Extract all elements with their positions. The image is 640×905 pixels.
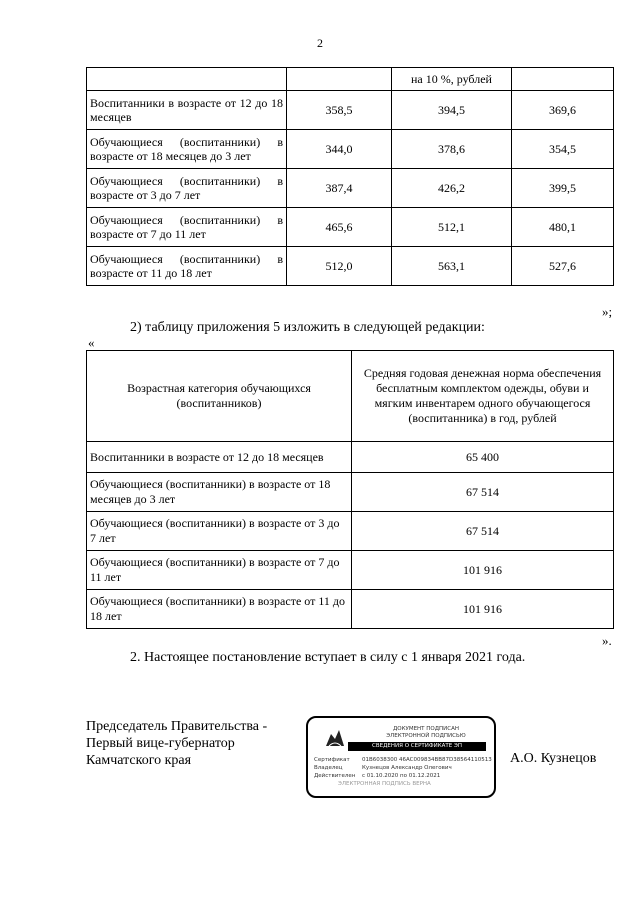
row-value: 465,6 xyxy=(287,208,392,247)
header-cell xyxy=(512,68,614,91)
stamp-heading-line: ДОКУМЕНТ ПОДПИСАН xyxy=(392,726,460,732)
table-header-row xyxy=(87,68,614,91)
row-value: 394,5 xyxy=(392,91,512,130)
row-value: 527,6 xyxy=(512,247,614,286)
row-value: 101 916 xyxy=(352,551,614,590)
row-label: Воспитанники в возрасте от 12 до 18 месяцев xyxy=(87,91,287,130)
closing-quote: ». xyxy=(602,633,612,648)
row-label: Обучающиеся (воспитанники) в возрасте от 7 до 11 лет xyxy=(87,551,352,590)
clothing-norm-table xyxy=(86,350,614,629)
row-value: 378,6 xyxy=(392,130,512,169)
signatory-title xyxy=(86,718,267,769)
effective-date-paragraph: 2. Настоящее постановление вступает в силу с 1 января 2021 года. xyxy=(130,650,526,665)
stamp-row-key: Сертификат xyxy=(314,757,350,763)
stamp-row-key: Действителен xyxy=(314,773,356,779)
table-row xyxy=(87,473,614,512)
page-number: 2 xyxy=(317,36,323,50)
table-row xyxy=(87,91,614,130)
header-cell: на 10 %, рублей xyxy=(392,68,512,91)
row-label: Обучающиеся (воспитанники) в возрасте от 11 до 18 лет xyxy=(87,590,352,629)
row-value: 512,1 xyxy=(392,208,512,247)
row-value: 563,1 xyxy=(392,247,512,286)
electronic-signature-stamp xyxy=(306,716,496,798)
row-label: Обучающиеся (воспитанники) в возрасте от 18 месяцев до 3 лет xyxy=(87,473,352,512)
row-value: 399,5 xyxy=(512,169,614,208)
table-row xyxy=(87,442,614,473)
row-value: 101 916 xyxy=(352,590,614,629)
row-value: 426,2 xyxy=(392,169,512,208)
row-label: Обучающиеся (воспитанники) в возрасте от 3 до 7 лет xyxy=(87,169,287,208)
row-label: Обучающиеся (воспитанники) в возрасте от 3 до 7 лет xyxy=(87,512,352,551)
row-value: 354,5 xyxy=(512,130,614,169)
table-row xyxy=(87,208,614,247)
table-row xyxy=(87,590,614,629)
stamp-footer: ЭЛЕКТРОННАЯ ПОДПИСЬ ВЕРНА xyxy=(338,781,431,787)
row-value: 387,4 xyxy=(287,169,392,208)
coat-of-arms-icon xyxy=(324,726,346,748)
stamp-row-value: с 01.10.2020 по 01.12.2021 xyxy=(362,773,441,779)
row-value: 512,0 xyxy=(287,247,392,286)
stamp-heading xyxy=(366,726,486,740)
row-value: 67 514 xyxy=(352,512,614,551)
signatory-name: А.О. Кузнецов xyxy=(510,751,597,766)
stamp-heading-line: ЭЛЕКТРОННОЙ ПОДПИСЬЮ xyxy=(386,733,466,739)
stamp-certificate-bar: СВЕДЕНИЯ О СЕРТИФИКАТЕ ЭП xyxy=(348,742,486,751)
table-row xyxy=(87,130,614,169)
row-value: 67 514 xyxy=(352,473,614,512)
stamp-row-value: Кузнецов Александр Олегович xyxy=(362,765,452,771)
signatory-title-line: Первый вице-губернатор xyxy=(86,736,235,751)
stamp-row xyxy=(314,764,492,772)
header-age-category: Возрастная категория обучающихся (воспитанников) xyxy=(87,351,352,442)
table-row xyxy=(87,247,614,286)
row-label: Воспитанники в возрасте от 12 до 18 месяцев xyxy=(87,442,352,473)
table-row xyxy=(87,169,614,208)
stamp-row xyxy=(314,756,492,764)
header-annual-norm: Средняя годовая денежная норма обеспечения бесплатным комплектом одежды, обуви и мягким инвентарем одного обучающегося (воспитанника) в год, рублей xyxy=(352,351,614,442)
signatory-title-line: Камчатского края xyxy=(86,753,192,768)
opening-quote: « xyxy=(88,335,95,350)
row-label: Обучающиеся (воспитанники) в возрасте от 18 месяцев до 3 лет xyxy=(87,130,287,169)
row-label: Обучающиеся (воспитанники) в возрасте от 11 до 18 лет xyxy=(87,247,287,286)
row-value: 344,0 xyxy=(287,130,392,169)
header-cell xyxy=(87,68,287,91)
row-value: 480,1 xyxy=(512,208,614,247)
stamp-row xyxy=(314,772,492,780)
row-value: 369,6 xyxy=(512,91,614,130)
stamp-row-value: 01B6038300 46AC009834BB87D38564110513 xyxy=(362,757,492,763)
stamp-row-key: Владелец xyxy=(314,765,343,771)
allowance-table-continued xyxy=(86,67,614,286)
table-row xyxy=(87,512,614,551)
row-value: 358,5 xyxy=(287,91,392,130)
closing-quote: »; xyxy=(602,304,613,319)
stamp-details xyxy=(314,756,492,788)
table-row xyxy=(87,551,614,590)
table-header-row xyxy=(87,351,614,442)
row-label: Обучающиеся (воспитанники) в возрасте от 7 до 11 лет xyxy=(87,208,287,247)
header-cell xyxy=(287,68,392,91)
row-value: 65 400 xyxy=(352,442,614,473)
amendment-paragraph: 2) таблицу приложения 5 изложить в следующей редакции: xyxy=(130,320,485,335)
signatory-title-line: Председатель Правительства - xyxy=(86,719,268,734)
